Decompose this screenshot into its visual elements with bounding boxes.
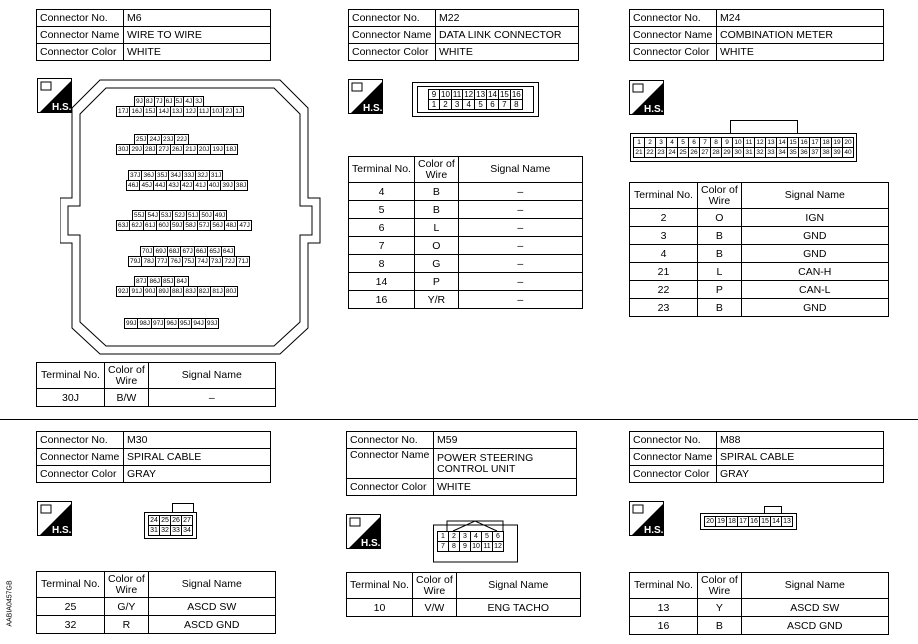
pin-cell: 35 xyxy=(789,149,797,156)
pin-cell: 64J xyxy=(222,248,234,255)
wire-color-cell: V/W xyxy=(413,599,457,617)
pin-cell: 36 xyxy=(800,149,808,156)
pin-cell: 73J xyxy=(210,258,222,265)
pin-cell: 4J xyxy=(185,98,193,105)
harness-side-icon xyxy=(346,514,381,549)
wire-color-cell: O xyxy=(698,209,742,227)
pin-cell: 22 xyxy=(646,149,654,156)
m88-connector-face xyxy=(700,513,797,530)
pin-cell: 91J xyxy=(131,288,142,295)
pin-cell: 53J xyxy=(160,212,172,219)
pin-cell: 10 xyxy=(472,543,480,550)
pin-cell: 86J xyxy=(149,278,160,285)
pin-cell: 19J xyxy=(212,146,223,153)
terminal-cell: 22 xyxy=(630,281,698,299)
pin-cell: 5 xyxy=(678,138,689,148)
table-row xyxy=(630,245,889,263)
pin-cell: 85J xyxy=(162,278,174,285)
pin-cell: 41J xyxy=(195,182,206,189)
pin-cell: 9 xyxy=(722,138,733,148)
pin-cell: 57J xyxy=(198,222,210,229)
pin-cell: 76J xyxy=(170,258,181,265)
pin-cell: 12 xyxy=(464,90,474,99)
m59-header: Connector No. M59 Connector Name POWER STEERING CONTROL UNIT Connector Color WHITE xyxy=(346,431,577,496)
pin-cell: 48J xyxy=(225,222,237,229)
terminal-cell: 5 xyxy=(349,201,415,219)
pin-cell: 25J xyxy=(136,136,147,143)
pin-cell: 11 xyxy=(744,138,755,148)
pin-cell: 23 xyxy=(657,149,665,156)
terminal-cell: 21 xyxy=(630,263,698,281)
signal-name-cell: ASCD SW xyxy=(741,599,888,617)
pin-cell: 44J xyxy=(154,182,166,189)
m22-header: Connector No. M22 Connector Name DATA LINK CONNECTOR Connector Color WHITE xyxy=(348,9,579,61)
pin-cell: 14 xyxy=(772,518,780,525)
m22-terminal-table: Terminal No. Color of Wire Signal Name 4 B – 5 B – 6 L – 7 O – 8 G – 14 P – 16 Y/R – xyxy=(348,156,583,309)
pin-cell: 77J xyxy=(156,258,168,265)
terminal-cell: 3 xyxy=(630,227,698,245)
pin-cell: 8J xyxy=(145,98,153,105)
pin-cell: 9 xyxy=(460,542,471,552)
pin-cell: 59J xyxy=(171,222,183,229)
wire-color-cell: G xyxy=(415,255,459,273)
pin-cell: 98J xyxy=(139,320,150,327)
pin-cell: 16 xyxy=(750,518,758,525)
pin-cell: 16 xyxy=(800,139,808,146)
pin-cell: 97J xyxy=(152,320,164,327)
pin-cell: 20J xyxy=(198,146,210,153)
pin-cell: 49J xyxy=(214,212,226,219)
section-divider xyxy=(0,419,918,420)
pin-cell: 11J xyxy=(198,108,209,115)
signal-name-cell: – xyxy=(458,291,582,309)
pin-cell: 30 xyxy=(734,149,742,156)
pin-cell: 40J xyxy=(208,182,220,189)
pin-row xyxy=(128,256,250,267)
terminal-cell: 4 xyxy=(630,245,698,263)
pin-cell: 34 xyxy=(778,149,786,156)
terminal-cell: 23 xyxy=(630,299,698,317)
pin-cell: 52J xyxy=(174,212,185,219)
m59-connector-face xyxy=(433,517,519,563)
pin-cell: 31J xyxy=(210,172,222,179)
pin-cell: 99J xyxy=(126,320,137,327)
pin-cell: 45J xyxy=(141,182,152,189)
pin-cell: 7 xyxy=(700,138,711,148)
pin-cell: 32 xyxy=(756,149,764,156)
wire-color-cell: B xyxy=(415,183,459,201)
pin-row xyxy=(116,220,252,231)
table-row xyxy=(630,209,889,227)
wire-color-cell: P xyxy=(415,273,459,291)
pin-cell: 5 xyxy=(482,532,493,542)
pin-cell: 39 xyxy=(833,149,841,156)
pin-cell: 90J xyxy=(144,288,156,295)
pin-cell: 28J xyxy=(144,146,156,153)
pin-cell: 87J xyxy=(136,278,147,285)
signal-name-cell: – xyxy=(458,183,582,201)
pin-cell: 89J xyxy=(158,288,169,295)
pin-cell: 84J xyxy=(176,278,187,285)
terminal-cell: 14 xyxy=(349,273,415,291)
pin-cell: 50J xyxy=(201,212,212,219)
pin-cell: 65J xyxy=(209,248,220,255)
pin-cell: 61J xyxy=(144,222,156,229)
pin-cell: 55J xyxy=(134,212,145,219)
pin-cell: 1 xyxy=(429,100,440,110)
signal-name-cell: GND xyxy=(741,227,888,245)
pin-cell: 66J xyxy=(195,248,207,255)
terminal-cell: 4 xyxy=(349,183,415,201)
signal-name-cell: CAN-H xyxy=(741,263,888,281)
pin-cell: 22J xyxy=(176,136,187,143)
hs-label: H.S. xyxy=(361,538,381,549)
pin-cell: 4 xyxy=(463,100,475,110)
pin-cell: 32 xyxy=(161,527,169,534)
signal-name-cell: IGN xyxy=(741,209,888,227)
terminal-cell: 7 xyxy=(349,237,415,255)
wire-color-cell: B xyxy=(698,299,742,317)
pin-cell: 21 xyxy=(635,149,643,156)
harness-side-icon xyxy=(629,80,664,115)
wire-color-cell: B/W xyxy=(105,389,149,407)
pin-cell: 43J xyxy=(168,182,179,189)
pin-cell: 18 xyxy=(728,518,736,525)
pin-cell: 8 xyxy=(711,138,722,148)
table-row xyxy=(349,291,583,309)
terminal-cell: 8 xyxy=(349,255,415,273)
table-row xyxy=(37,598,276,616)
pin-cell: 29J xyxy=(131,146,142,153)
pin-cell: 54J xyxy=(147,212,158,219)
pin-cell: 19 xyxy=(833,139,841,146)
m88-header: Connector No. M88 Connector Name SPIRAL CABLE Connector Color GRAY xyxy=(629,431,884,483)
wire-color-cell: O xyxy=(415,237,459,255)
m24-lock xyxy=(730,120,798,134)
pin-cell: 2J xyxy=(225,108,233,115)
pin-cell: 4 xyxy=(667,138,678,148)
terminal-cell: 30J xyxy=(37,389,105,407)
pin-cell: 33 xyxy=(172,527,180,534)
wire-color-cell: Y/R xyxy=(415,291,459,309)
pin-cell: 15J xyxy=(144,108,156,115)
pin-cell: 17J xyxy=(118,108,129,115)
pin-cell: 24 xyxy=(150,517,158,524)
hs-label: H.S. xyxy=(644,104,664,115)
pin-cell: 14J xyxy=(158,108,169,115)
pin-cell: 70J xyxy=(142,248,153,255)
pin-cell: 79J xyxy=(130,258,141,265)
pin-cell: 96J xyxy=(166,320,177,327)
table-row xyxy=(349,255,583,273)
wire-color-cell: L xyxy=(698,263,742,281)
pin-cell: 7 xyxy=(498,100,510,110)
pin-cell: 71J xyxy=(237,258,249,265)
pin-cell: 16J xyxy=(131,108,142,115)
pin-cell: 26J xyxy=(171,146,183,153)
pin-cell: 28 xyxy=(712,149,720,156)
terminal-cell: 2 xyxy=(630,209,698,227)
pin-cell: 17 xyxy=(811,139,819,146)
pin-cell: 13J xyxy=(171,108,183,115)
hs-label: H.S. xyxy=(644,525,664,536)
pin-cell: 5 xyxy=(475,100,487,110)
pin-cell: 23J xyxy=(162,136,174,143)
pin-cell: 2 xyxy=(645,138,656,148)
pin-cell: 37J xyxy=(130,172,141,179)
wire-color-cell: B xyxy=(698,245,742,263)
table-row xyxy=(349,237,583,255)
pin-cell: 30J xyxy=(118,146,129,153)
table-row xyxy=(37,389,276,407)
signal-name-cell: GND xyxy=(741,299,888,317)
table-row xyxy=(37,616,276,634)
pin-cell: 69J xyxy=(155,248,166,255)
pin-cell: 6 xyxy=(487,100,499,110)
pin-cell: 25 xyxy=(161,517,169,524)
m24-connector-face xyxy=(630,133,857,162)
m88-terminal-table: Terminal No. Color of Wire Signal Name 13 Y ASCD SW 16 B ASCD GND xyxy=(629,572,889,635)
pin-cell: 31 xyxy=(150,527,158,534)
pin-cell: 14 xyxy=(488,90,497,99)
pin-cell: 6 xyxy=(493,532,504,542)
pin-cell: 12J xyxy=(185,108,196,115)
m22-connector-face xyxy=(412,82,539,117)
pin-cell: 11 xyxy=(452,90,462,99)
pin-cell: 27 xyxy=(183,517,191,524)
pin-cell: 24 xyxy=(668,149,676,156)
m6-terminal-table: Terminal No. Color of Wire Signal Name 30J B/W – xyxy=(36,362,276,407)
signal-name-cell: – xyxy=(458,273,582,291)
pin-cell: 2 xyxy=(449,532,460,542)
wire-color-cell: R xyxy=(105,616,149,634)
table-row xyxy=(630,299,889,317)
pin-cell: 13 xyxy=(476,90,486,99)
pin-cell: 81J xyxy=(212,288,223,295)
pin-cell: 94J xyxy=(193,320,204,327)
pin-cell: 92J xyxy=(118,288,129,295)
pin-row xyxy=(126,180,248,191)
wire-color-cell: L xyxy=(415,219,459,237)
pin-cell: 12 xyxy=(756,139,764,146)
pin-cell: 7J xyxy=(155,98,163,105)
pin-cell: 58J xyxy=(185,222,196,229)
pin-cell: 27 xyxy=(701,149,709,156)
pin-cell: 75J xyxy=(183,258,195,265)
pin-cell: 2 xyxy=(440,100,452,110)
terminal-cell: 13 xyxy=(630,599,698,617)
pin-cell: 15 xyxy=(499,90,509,99)
signal-name-cell: ENG TACHO xyxy=(456,599,580,617)
wire-color-cell: B xyxy=(415,201,459,219)
signal-name-cell: CAN-L xyxy=(741,281,888,299)
signal-name-cell: – xyxy=(458,255,582,273)
pin-cell: 18 xyxy=(822,139,830,146)
pin-cell: 67J xyxy=(182,248,193,255)
pin-cell: 38J xyxy=(235,182,247,189)
pin-cell: 6J xyxy=(165,98,173,105)
pin-cell: 60J xyxy=(158,222,169,229)
pin-cell: 39J xyxy=(222,182,233,189)
terminal-cell: 16 xyxy=(349,291,415,309)
pin-cell: 95J xyxy=(179,320,191,327)
terminal-cell: 16 xyxy=(630,617,698,635)
pin-cell: 47J xyxy=(239,222,250,229)
pin-cell: 8 xyxy=(449,542,460,552)
pin-cell: 72J xyxy=(224,258,235,265)
m30-terminal-table: Terminal No. Color of Wire Signal Name 25 G/Y ASCD SW 32 R ASCD GND xyxy=(36,571,276,634)
pin-cell: 82J xyxy=(198,288,210,295)
signal-name-cell: – xyxy=(458,201,582,219)
hs-label: H.S. xyxy=(363,103,383,114)
m59-terminal-table: Terminal No. Color of Wire Signal Name 10 V/W ENG TACHO xyxy=(346,572,581,617)
wire-color-cell: G/Y xyxy=(105,598,149,616)
pin-cell: 4 xyxy=(471,532,482,542)
pin-cell: 62J xyxy=(131,222,142,229)
hs-label: H.S. xyxy=(52,102,72,113)
pin-cell: 93J xyxy=(206,320,218,327)
wire-color-cell: B xyxy=(698,227,742,245)
pin-cell: 29 xyxy=(723,149,731,156)
pin-cell: 34 xyxy=(183,527,191,534)
pin-cell: 63J xyxy=(118,222,129,229)
pin-cell: 14 xyxy=(778,139,786,146)
pin-cell: 80J xyxy=(225,288,237,295)
pin-cell: 25 xyxy=(679,149,687,156)
pin-cell: 31 xyxy=(745,149,753,156)
pin-cell: 16 xyxy=(511,90,521,99)
pin-cell: 26 xyxy=(172,517,180,524)
pin-cell: 13 xyxy=(767,139,775,146)
figure-code: AABIA0457GB xyxy=(6,580,14,627)
terminal-cell: 32 xyxy=(37,616,105,634)
pin-cell: 3J xyxy=(195,98,203,105)
pin-row xyxy=(116,144,238,155)
pin-cell: 20 xyxy=(844,139,852,146)
pin-cell: 12 xyxy=(494,543,502,550)
signal-name-cell: ASCD SW xyxy=(148,598,275,616)
pin-cell: 1 xyxy=(438,532,449,542)
pin-cell: 20 xyxy=(706,518,714,525)
signal-name-cell: – xyxy=(148,389,275,407)
pin-cell: 26 xyxy=(690,149,698,156)
signal-name-cell: GND xyxy=(741,245,888,263)
pin-row xyxy=(116,106,244,117)
pin-cell: 3 xyxy=(656,138,667,148)
pin-cell: 46J xyxy=(128,182,139,189)
pin-cell: 3 xyxy=(451,100,462,110)
pin-cell: 18J xyxy=(225,146,237,153)
pin-cell: 33J xyxy=(183,172,195,179)
pin-cell: 1J xyxy=(235,108,243,115)
pin-cell: 8 xyxy=(510,100,522,110)
pin-cell: 15 xyxy=(789,139,797,146)
terminal-cell: 10 xyxy=(347,599,413,617)
table-row xyxy=(630,617,889,635)
m24-header: Connector No. M24 Connector Name COMBINATION METER Connector Color WHITE xyxy=(629,9,884,61)
pin-cell: 51J xyxy=(187,212,199,219)
table-row xyxy=(349,219,583,237)
pin-cell: 74J xyxy=(197,258,208,265)
pin-cell: 56J xyxy=(212,222,223,229)
pin-cell: 42J xyxy=(181,182,193,189)
table-row xyxy=(349,183,583,201)
table-row xyxy=(347,599,581,617)
signal-name-cell: ASCD GND xyxy=(148,616,275,634)
pin-cell: 32J xyxy=(197,172,208,179)
pin-cell: 15 xyxy=(761,518,769,525)
table-row xyxy=(630,599,889,617)
table-row xyxy=(630,281,889,299)
harness-side-icon xyxy=(348,79,383,114)
pin-cell: 24J xyxy=(149,136,160,143)
table-row xyxy=(630,227,889,245)
pin-cell: 27J xyxy=(158,146,169,153)
terminal-cell: 25 xyxy=(37,598,105,616)
pin-cell: 36J xyxy=(143,172,154,179)
pin-cell: 37 xyxy=(811,149,819,156)
pin-row xyxy=(116,286,238,297)
m30-header: Connector No. M30 Connector Name SPIRAL CABLE Connector Color GRAY xyxy=(36,431,271,483)
terminal-cell: 6 xyxy=(349,219,415,237)
pin-cell: 35J xyxy=(156,172,168,179)
pin-cell: 17 xyxy=(739,518,747,525)
pin-cell: 21J xyxy=(185,146,196,153)
signal-name-cell: ASCD GND xyxy=(741,617,888,635)
pin-cell: 3 xyxy=(460,532,471,542)
pin-cell: 10 xyxy=(441,90,450,99)
pin-cell: 6 xyxy=(689,138,700,148)
pin-cell: 9 xyxy=(429,90,440,100)
m6-header: Connector No. M6 Connector Name WIRE TO WIRE Connector Color WHITE xyxy=(36,9,271,61)
m30-connector-face xyxy=(144,512,197,539)
harness-side-icon xyxy=(37,501,72,536)
pin-cell: 34J xyxy=(170,172,181,179)
pin-cell: 68J xyxy=(168,248,180,255)
wire-color-cell: B xyxy=(698,617,742,635)
pin-row xyxy=(124,318,219,329)
signal-name-cell: – xyxy=(458,219,582,237)
pin-cell: 5J xyxy=(175,98,183,105)
wire-color-cell: Y xyxy=(698,599,742,617)
signal-name-cell: – xyxy=(458,237,582,255)
pin-cell: 9J xyxy=(136,98,143,105)
wire-color-cell: P xyxy=(698,281,742,299)
pin-cell: 33 xyxy=(767,149,775,156)
pin-cell: 7 xyxy=(438,542,449,552)
table-row xyxy=(349,273,583,291)
pin-cell: 88J xyxy=(171,288,183,295)
table-row xyxy=(630,263,889,281)
pin-cell: 78J xyxy=(143,258,154,265)
pin-cell: 10 xyxy=(734,139,742,146)
table-row xyxy=(349,201,583,219)
pin-cell: 11 xyxy=(483,543,491,550)
pin-cell: 83J xyxy=(185,288,196,295)
pin-cell: 40 xyxy=(844,149,852,156)
pin-cell: 10J xyxy=(211,108,223,115)
pin-cell: 38 xyxy=(822,149,830,156)
hs-label: H.S. xyxy=(52,525,72,536)
pin-cell: 19 xyxy=(717,518,725,525)
harness-side-icon xyxy=(629,501,664,536)
m24-terminal-table: Terminal No. Color of Wire Signal Name 2 O IGN 3 B GND 4 B GND 21 L CAN-H 22 P CAN-L 23 B GND xyxy=(629,182,889,317)
pin-cell: 13 xyxy=(783,518,791,525)
pin-cell: 1 xyxy=(634,138,645,148)
